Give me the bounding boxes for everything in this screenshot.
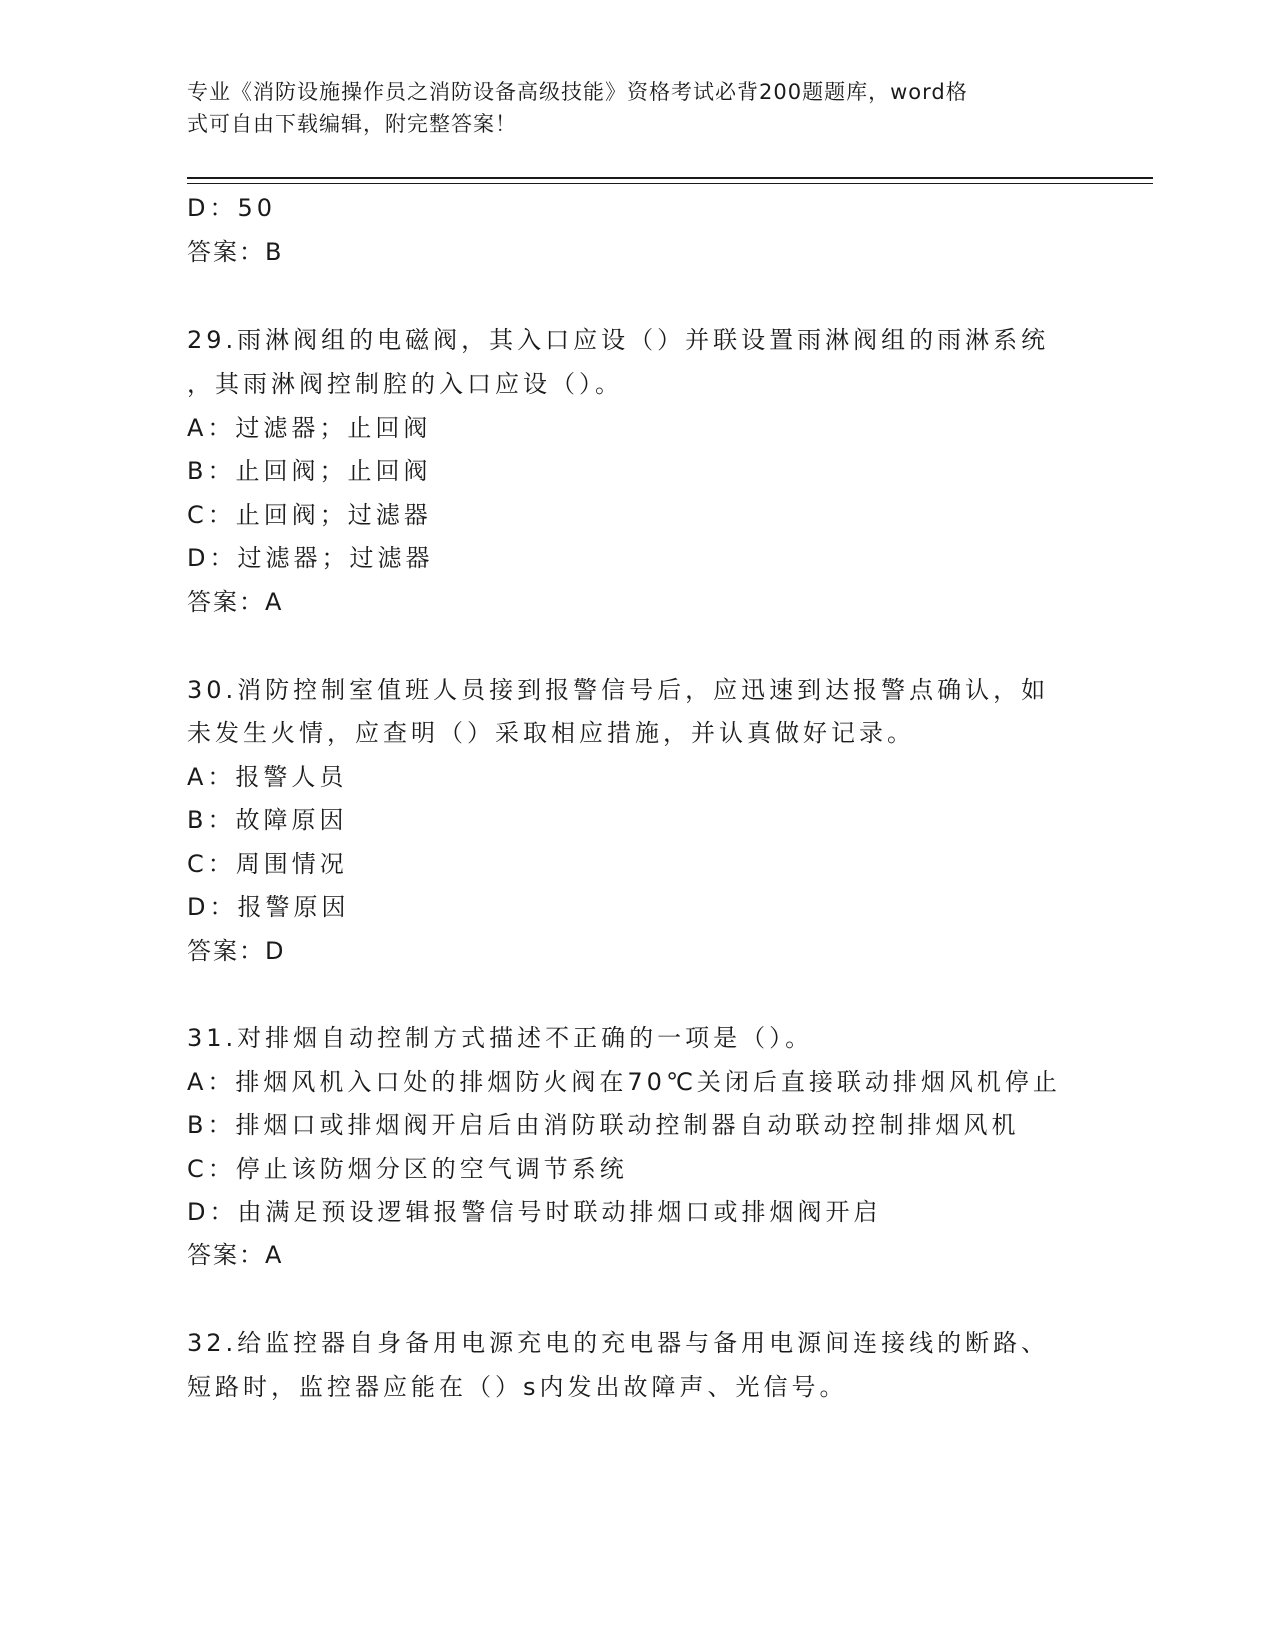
header-rule-thick	[187, 177, 1153, 179]
q30-option-b: B：故障原因	[187, 806, 348, 834]
q32-stem-line-2: 短路时，监控器应能在（）s内发出故障声、光信号。	[187, 1373, 848, 1401]
q30-answer: 答案：D	[187, 937, 286, 965]
q29-answer: 答案：A	[187, 588, 284, 616]
q29-option-b: B：止回阀；止回阀	[187, 457, 432, 485]
q29-stem-line-2: ，其雨淋阀控制腔的入口应设（）。	[187, 370, 623, 398]
q29-option-d: D：过滤器；过滤器	[187, 544, 434, 572]
q31-answer: 答案：A	[187, 1241, 284, 1269]
q29-option-c: C：止回阀；过滤器	[187, 501, 432, 529]
q31-option-d: D：由满足预设逻辑报警信号时联动排烟口或排烟阀开启	[187, 1198, 882, 1226]
header-rule-thin	[187, 183, 1153, 184]
q31-option-b: B：排烟口或排烟阀开启后由消防联动控制器自动联动控制排烟风机	[187, 1111, 1020, 1139]
q30-option-a: A：报警人员	[187, 763, 348, 791]
q31-option-c: C：停止该防烟分区的空气调节系统	[187, 1155, 628, 1183]
header-line-2: 式可自由下载编辑，附完整答案！	[187, 112, 517, 136]
q31-stem-line-1: 31.对排烟自动控制方式描述不正确的一项是（）。	[187, 1024, 814, 1052]
q32-stem-line-1: 32.给监控器自身备用电源充电的充电器与备用电源间连接线的断路、	[187, 1329, 1050, 1357]
q30-option-c: C：周围情况	[187, 850, 348, 878]
q30-option-d: D：报警原因	[187, 893, 350, 921]
q30-stem-line-2: 未发生火情，应查明（）采取相应措施，并认真做好记录。	[187, 719, 915, 747]
prev-option-d: D：50	[187, 194, 277, 222]
q30-stem-line-1: 30.消防控制室值班人员接到报警信号后，应迅速到达报警点确认，如	[187, 676, 1050, 704]
q31-option-a: A：排烟风机入口处的排烟防火阀在70℃关闭后直接联动排烟风机停止	[187, 1068, 1061, 1096]
prev-answer: 答案：B	[187, 238, 284, 266]
header-line-1: 专业《消防设施操作员之消防设备高级技能》资格考试必背200题题库，word格	[187, 80, 968, 104]
q29-stem-line-1: 29.雨淋阀组的电磁阀，其入口应设（）并联设置雨淋阀组的雨淋系统	[187, 326, 1050, 354]
page-header	[187, 76, 1067, 140]
q29-option-a: A：过滤器；止回阀	[187, 414, 432, 442]
